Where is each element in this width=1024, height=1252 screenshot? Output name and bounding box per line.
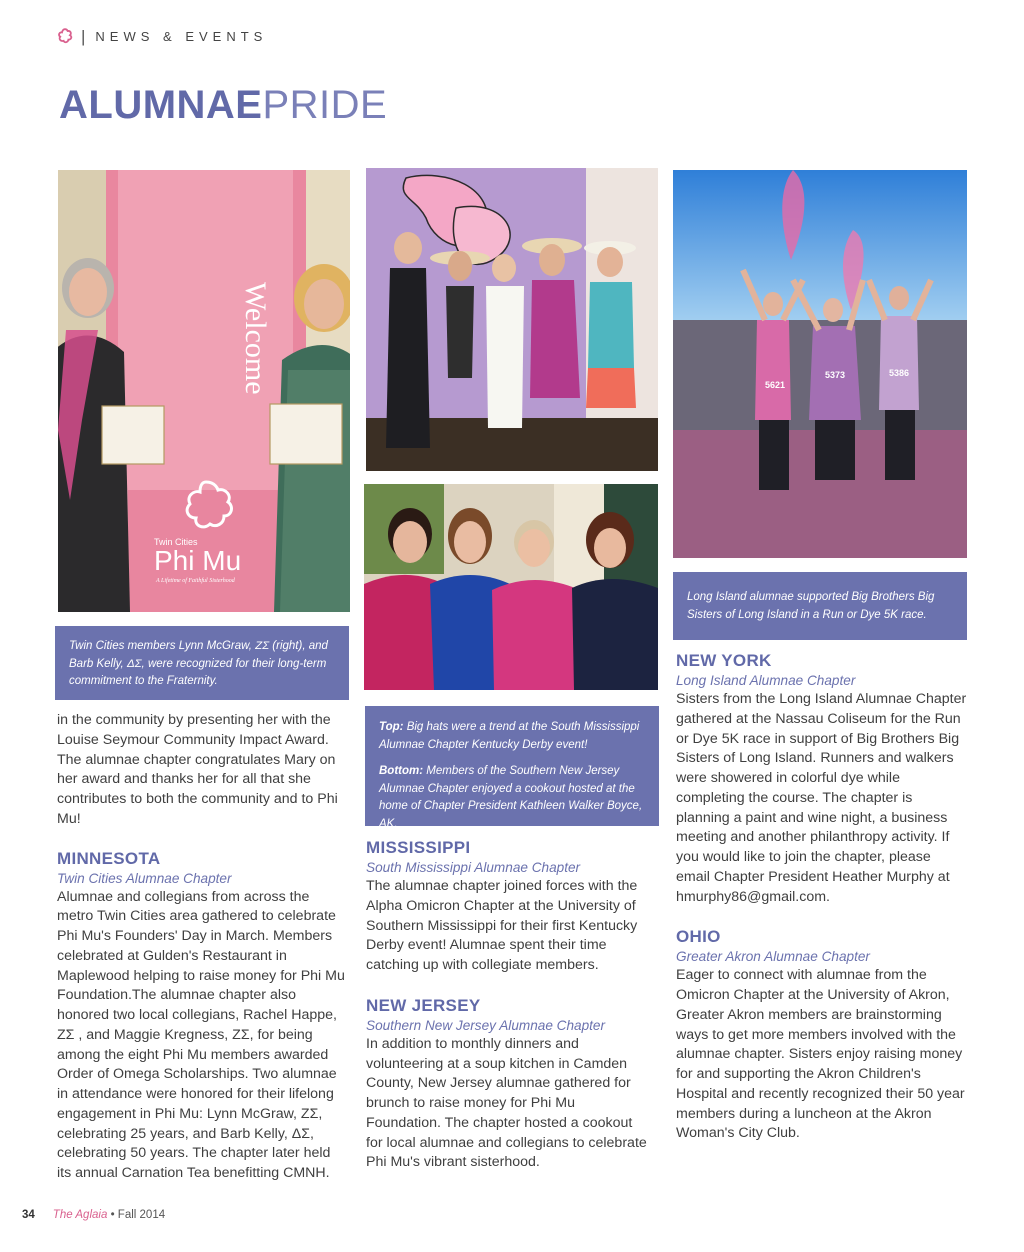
caption-top-label: Top: <box>379 721 404 733</box>
caption-bottom-text: Members of the Southern New Jersey Alumnae Chapter enjoyed a cookout hosted at the home of Chapter President Kathleen Walker Boyce, AK. <box>379 765 643 830</box>
state-heading-ohio: OHIO <box>676 927 721 947</box>
bib-number-3: 5386 <box>889 368 910 378</box>
footer-bullet: • <box>110 1209 115 1221</box>
page-footer <box>22 1209 165 1221</box>
chapter-name-twin-cities: Twin Cities Alumnae Chapter <box>57 870 232 886</box>
chapter-name-southern-new-jersey: Southern New Jersey Alumnae Chapter <box>366 1017 606 1033</box>
caption-bottom-label: Bottom: <box>379 765 424 777</box>
chapter-name-long-island: Long Island Alumnae Chapter <box>676 673 856 688</box>
header-separator: | <box>81 26 86 46</box>
footer-publication-line <box>53 1209 165 1221</box>
section-header <box>57 26 267 46</box>
ohio-paragraph: Eager to connect with alumnae from the Omicron Chapter at the University of Akron, Greater Akron members are brainstorming ways to get more members involved with the alumnae chapter. Sisters enjoy raising money for and supporting the Akron Children's Hospital and recently recognized their 50 year members during a luncheon at the Akron Woman's City Club. <box>676 967 965 1142</box>
banner-phi-mu-text: Phi Mu <box>154 545 242 576</box>
caption-top <box>379 719 645 754</box>
banner-tagline-text: A Lifetime of Faithful Sisterhood <box>156 578 235 584</box>
intro-paragraph: in the community by presenting her with the Louise Seymour Community Impact Award. The alumnae chapter congratulates Mary on her award and thanks her for all that she contributes to both the community and to Phi Mu! <box>57 712 338 827</box>
photo-run-or-dye <box>673 170 967 558</box>
photo-twin-cities <box>58 170 350 612</box>
state-heading-mississippi: MISSISSIPPI <box>366 838 471 857</box>
caption-long-island: Long Island alumnae supported Big Brothers Big Sisters of Long Island in a Run or Dye 5K race. <box>673 572 967 640</box>
mississippi-paragraph: The alumnae chapter joined forces with the Alpha Omicron Chapter at the University of Southern Mississippi for their first Kentucky Derby event! Alumnae spent their time catching up with collegiate members. <box>366 878 638 973</box>
section-label: NEWS & EVENTS <box>95 28 268 44</box>
caption-twin-cities: Twin Cities members Lynn McGraw, ΖΣ (right), and Barb Kelly, ΔΣ, were recognized for their long-term commitment to the Fraternity. <box>55 626 349 700</box>
page-title <box>59 82 387 128</box>
caption-bottom <box>379 763 645 833</box>
publication-name: The Aglaia <box>52 1209 108 1221</box>
phi-mu-quatrefoil-icon <box>57 28 73 44</box>
new-york-paragraph: Sisters from the Long Island Alumnae Chapter gathered at the Nassau Coliseum for the Run or Dye 5K race in support of Big Brothers Big Sisters of Long Island. Runners and walkers were showered in colorful dye while completing the course. The chapter is planning a paint and wine night, a business meeting and another philanthropy activity. If you would like to join the chapter, please email Chapter President Heather Murphy at hmurphy86@gmail.com. <box>676 691 967 905</box>
photo-nj-cookout <box>364 484 658 690</box>
minnesota-paragraph: Alumnae and collegians from across the metro Twin Cities area gathered to celebrate Phi Mu's Founders' Day in March. Members celebrated at Gulden's Restaurant in Maplewood helping to raise money for Phi Mu Foundation.The alumnae chapter also honored two local collegians, Rachel Happe, ΖΣ , and Maggie Kregness, ΖΣ, for being among the eight Phi Mu members awarded Order of Omega Scholarships. Two alumnae in attendance were honored for their lifelong engagement in Phi Mu: Lynn McGraw, ΖΣ, celebrating 25 years, and Barb Kelly, ΔΣ, celebrating 50 years. The chapter later held its annual Carnation Tea benefitting CMNH. <box>57 888 345 1181</box>
state-heading-new-york: NEW YORK <box>676 651 772 670</box>
banner-twin-cities-text: Twin Cities <box>154 537 198 547</box>
caption-top-text: Big hats were a trend at the South Mississippi Alumnae Chapter Kentucky Derby event! <box>379 721 640 751</box>
photo-derby-hats <box>366 168 658 471</box>
column-2 <box>366 838 648 1173</box>
chapter-name-south-mississippi: South Mississippi Alumnae Chapter <box>366 860 581 875</box>
state-heading-minnesota: MINNESOTA <box>57 848 161 868</box>
caption-derby-and-cookout <box>365 706 659 830</box>
column-3 <box>676 651 968 1144</box>
bib-number-1: 5621 <box>765 380 786 390</box>
state-heading-new-jersey: NEW JERSEY <box>366 995 481 1015</box>
issue-name: Fall 2014 <box>117 1209 166 1221</box>
new-jersey-paragraph: In addition to monthly dinners and volunteering at a soup kitchen in Camden County, New Jersey alumnae gathered for brunch to raise money for Phi Mu Foundation. The chapter hosted a cookout for local alumnae and collegians to celebrate Phi Mu's vibrant sisterhood. <box>366 1035 647 1171</box>
chapter-name-greater-akron: Greater Akron Alumnae Chapter <box>676 949 870 965</box>
page-title-light: PRIDE <box>262 83 388 127</box>
banner-welcome-text: Welcome <box>239 282 272 395</box>
column-1 <box>57 711 347 1184</box>
page-title-bold: ALUMNAE <box>59 83 263 127</box>
page-number: 34 <box>22 1209 35 1221</box>
bib-number-2: 5373 <box>825 370 846 380</box>
